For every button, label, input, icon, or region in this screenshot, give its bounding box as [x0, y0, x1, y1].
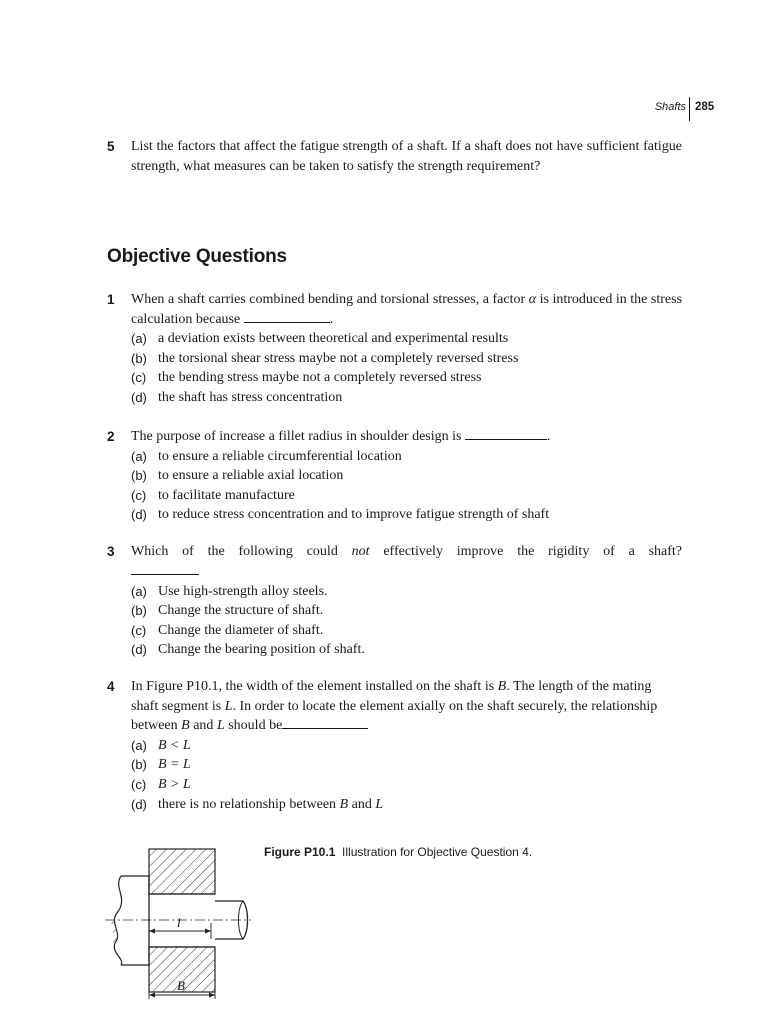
option-b: (b) the torsional shear stress maybe not a completely reversed stress [131, 350, 519, 366]
option-a: (a) B < L [131, 737, 191, 753]
question-5 [107, 137, 682, 176]
option-c: (c) to facilitate manufacture [131, 487, 295, 503]
section-title: Objective Questions [107, 246, 287, 267]
options-list [131, 447, 682, 525]
question-text: When a shaft carries combined bending and torsional stresses, a factor α is introduced in the stress calculation because . [131, 292, 683, 327]
question-number: 4 [107, 679, 115, 694]
answer-blank [465, 427, 547, 440]
objective-question-2 [107, 427, 682, 525]
question-number: 3 [107, 544, 115, 559]
question-text: Which of the following could not effectively improve the rigidity of a shaft? [131, 544, 683, 559]
answer-blank [131, 562, 199, 575]
figure-caption [264, 845, 532, 859]
question-number: 1 [107, 292, 115, 307]
option-a: (a) to ensure a reliable circumferential location [131, 448, 402, 464]
objective-question-3 [107, 542, 682, 660]
alpha-symbol: α [528, 292, 537, 307]
emphasis-not: not [351, 544, 370, 559]
question-text: List the factors that affect the fatigue strength of a shaft. If a shaft does not have sufficient fatigue strength, what measures can be taken to satisfy the strength requirement? [131, 139, 682, 174]
objective-question-1 [107, 290, 682, 408]
option-b: (b) B = L [131, 757, 191, 773]
objective-question-4 [107, 677, 682, 814]
option-c: (c) the bending stress maybe not a completely reversed stress [131, 370, 482, 386]
shaft-large-segment [121, 876, 149, 965]
option-c: (c) Change the diameter of shaft. [131, 622, 324, 638]
shaft-break-line [114, 876, 121, 965]
option-a: (a) Use high-strength alloy steels. [131, 583, 328, 599]
question-number: 5 [107, 139, 115, 154]
option-d: (d) the shaft has stress concentration [131, 389, 343, 405]
running-title: Shafts [654, 101, 686, 113]
option-b: (b) Change the structure of shaft. [131, 603, 324, 619]
option-d: (d) Change the bearing position of shaft. [131, 642, 365, 658]
answer-line [131, 562, 682, 582]
option-d: (d) to reduce stress concentration and to improve fatigue strength of shaft [131, 507, 550, 523]
shaft-figure [103, 843, 253, 999]
option-d: (d) there is no relationship between B and L [131, 796, 384, 812]
answer-blank [244, 310, 330, 323]
dimension-l-label: l [177, 915, 181, 930]
option-c: (c) B > L [131, 776, 191, 792]
question-text: The purpose of increase a fillet radius in shoulder design is . [131, 429, 551, 444]
options-list [131, 582, 682, 660]
dimension-b-label: B [177, 978, 185, 993]
page-number: 285 [695, 101, 715, 113]
options-list [131, 736, 682, 814]
option-b: (b) to ensure a reliable axial location [131, 468, 344, 484]
figure-label: Figure P10.1 [264, 845, 336, 859]
figure-caption-text: Illustration for Objective Question 4. [342, 845, 533, 859]
answer-blank [282, 716, 368, 729]
header-divider [689, 97, 690, 121]
options-list [131, 329, 682, 407]
question-text: In Figure P10.1, the width of the element installed on the shaft is B. The length of the mating shaft segment is L. In order to locate the element axially on the shaft securely, the relationship between B and L should be [131, 679, 658, 734]
running-header [600, 99, 718, 121]
option-a: (a) a deviation exists between theoretical and experimental results [131, 331, 509, 347]
question-number: 2 [107, 429, 115, 444]
hub-upper-section [149, 849, 215, 894]
